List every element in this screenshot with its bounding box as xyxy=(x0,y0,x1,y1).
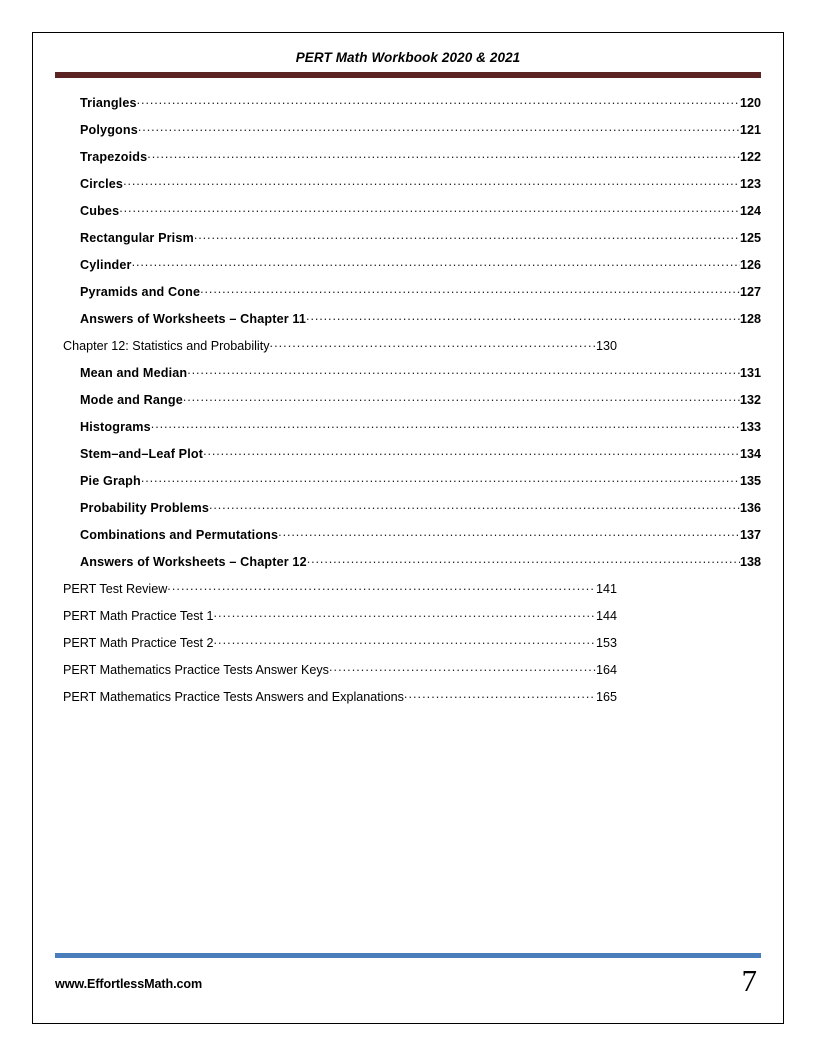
toc-entry-page-number: 122 xyxy=(739,150,761,164)
toc-entry-label: Mode and Range xyxy=(80,393,183,407)
toc-dot-leader xyxy=(187,361,740,377)
toc-entry-label: Circles xyxy=(80,177,124,191)
toc-entry[interactable] xyxy=(55,442,761,469)
toc-dot-leader xyxy=(209,496,740,512)
toc-entry[interactable] xyxy=(55,523,761,550)
toc-dot-leader xyxy=(203,442,740,458)
toc-entry-page-number: 138 xyxy=(739,555,761,569)
toc-entry[interactable] xyxy=(55,253,761,280)
toc-entry-page-number: 131 xyxy=(739,366,761,380)
toc-entry-page-number: 136 xyxy=(739,501,761,515)
toc-dot-leader xyxy=(138,118,740,134)
toc-entry-page-number: 133 xyxy=(739,420,761,434)
toc-entry[interactable] xyxy=(55,388,761,415)
toc-entry-label: Probability Problems xyxy=(80,501,209,515)
toc-entry-page-number: 123 xyxy=(739,177,761,191)
toc-entry-label: Triangles xyxy=(80,96,137,110)
toc-dot-leader xyxy=(214,604,596,620)
toc-entry[interactable] xyxy=(55,658,761,685)
toc-dot-leader xyxy=(151,415,740,431)
toc-entry[interactable] xyxy=(55,415,761,442)
footer-content xyxy=(55,958,761,999)
page-frame xyxy=(32,32,784,1024)
toc-entry-label: Stem–and–Leaf Plot xyxy=(80,447,204,461)
toc-dot-leader xyxy=(329,658,596,674)
toc-entry-page-number: 141 xyxy=(595,582,617,596)
toc-entry[interactable] xyxy=(55,577,761,604)
toc-entry-page-number: 134 xyxy=(739,447,761,461)
toc-dot-leader xyxy=(137,91,740,107)
toc-entry-label: Pyramids and Cone xyxy=(80,285,201,299)
toc-dot-leader xyxy=(214,631,596,647)
toc-entry[interactable] xyxy=(55,118,761,145)
toc-entry-page-number: 124 xyxy=(739,204,761,218)
header-divider xyxy=(55,72,761,78)
toc-dot-leader xyxy=(123,172,740,188)
toc-entry[interactable] xyxy=(55,361,761,388)
toc-dot-leader xyxy=(306,307,740,323)
toc-entry-page-number: 121 xyxy=(739,123,761,137)
document-footer xyxy=(33,953,783,999)
toc-dot-leader xyxy=(270,334,596,350)
toc-entry[interactable] xyxy=(55,172,761,199)
toc-entry-page-number: 153 xyxy=(595,636,617,650)
toc-entry-label: Cubes xyxy=(80,204,120,218)
toc-dot-leader xyxy=(132,253,740,269)
toc-entry-label: Combinations and Permutations xyxy=(80,528,279,542)
toc-entry-label: Trapezoids xyxy=(80,150,148,164)
table-of-contents xyxy=(33,91,783,712)
toc-dot-leader xyxy=(307,550,740,566)
toc-entry-label: Rectangular Prism xyxy=(80,231,194,245)
document-header xyxy=(33,33,783,78)
toc-entry-page-number: 165 xyxy=(595,690,617,704)
toc-entry[interactable] xyxy=(55,280,761,307)
toc-entry[interactable] xyxy=(55,226,761,253)
toc-dot-leader xyxy=(167,577,596,593)
toc-entry-label: PERT Test Review xyxy=(63,582,168,596)
toc-entry-label: Histograms xyxy=(80,420,151,434)
toc-entry-page-number: 125 xyxy=(739,231,761,245)
toc-entry-page-number: 130 xyxy=(595,339,617,353)
toc-entry-page-number: 128 xyxy=(739,312,761,326)
toc-entry-label: Mean and Median xyxy=(80,366,188,380)
toc-entry[interactable] xyxy=(55,91,761,118)
toc-dot-leader xyxy=(200,280,740,296)
toc-entry-page-number: 126 xyxy=(739,258,761,272)
page-number: 7 xyxy=(741,963,757,998)
toc-entry-page-number: 135 xyxy=(739,474,761,488)
toc-entry[interactable] xyxy=(55,685,761,712)
toc-entry[interactable] xyxy=(55,334,761,361)
toc-dot-leader xyxy=(183,388,740,404)
toc-entry[interactable] xyxy=(55,145,761,172)
footer-website-link[interactable]: www.EffortlessMath.com xyxy=(55,977,203,991)
toc-entry[interactable] xyxy=(55,199,761,226)
toc-entry-label: PERT Math Practice Test 2 xyxy=(63,636,214,650)
toc-entry-label: Answers of Worksheets – Chapter 11 xyxy=(80,312,307,326)
toc-dot-leader xyxy=(194,226,740,242)
toc-entry[interactable] xyxy=(55,604,761,631)
toc-entry-page-number: 132 xyxy=(739,393,761,407)
toc-entry-page-number: 127 xyxy=(739,285,761,299)
toc-entry-label: Chapter 12: Statistics and Probability xyxy=(63,339,270,353)
toc-entry[interactable] xyxy=(55,307,761,334)
toc-entry-page-number: 137 xyxy=(739,528,761,542)
toc-dot-leader xyxy=(119,199,740,215)
toc-entry[interactable] xyxy=(55,496,761,523)
page-title: PERT Math Workbook 2020 & 2021 xyxy=(295,50,521,65)
toc-dot-leader xyxy=(404,685,596,701)
toc-entry-page-number: 164 xyxy=(595,663,617,677)
toc-entry-label: PERT Math Practice Test 1 xyxy=(63,609,214,623)
toc-entry-label: Polygons xyxy=(80,123,138,137)
toc-dot-leader xyxy=(147,145,740,161)
toc-entry[interactable] xyxy=(55,550,761,577)
toc-entry[interactable] xyxy=(55,469,761,496)
toc-entry[interactable] xyxy=(55,631,761,658)
toc-entry-page-number: 144 xyxy=(595,609,617,623)
toc-entry-label: Cylinder xyxy=(80,258,132,272)
toc-entry-label: PERT Mathematics Practice Tests Answer Keys xyxy=(63,663,329,677)
toc-entry-label: PERT Mathematics Practice Tests Answers and Explanations xyxy=(63,690,404,704)
toc-entry-page-number: 120 xyxy=(739,96,761,110)
toc-entry-label: Pie Graph xyxy=(80,474,141,488)
toc-entry-label: Answers of Worksheets – Chapter 12 xyxy=(80,555,307,569)
toc-dot-leader xyxy=(278,523,740,539)
toc-dot-leader xyxy=(141,469,740,485)
